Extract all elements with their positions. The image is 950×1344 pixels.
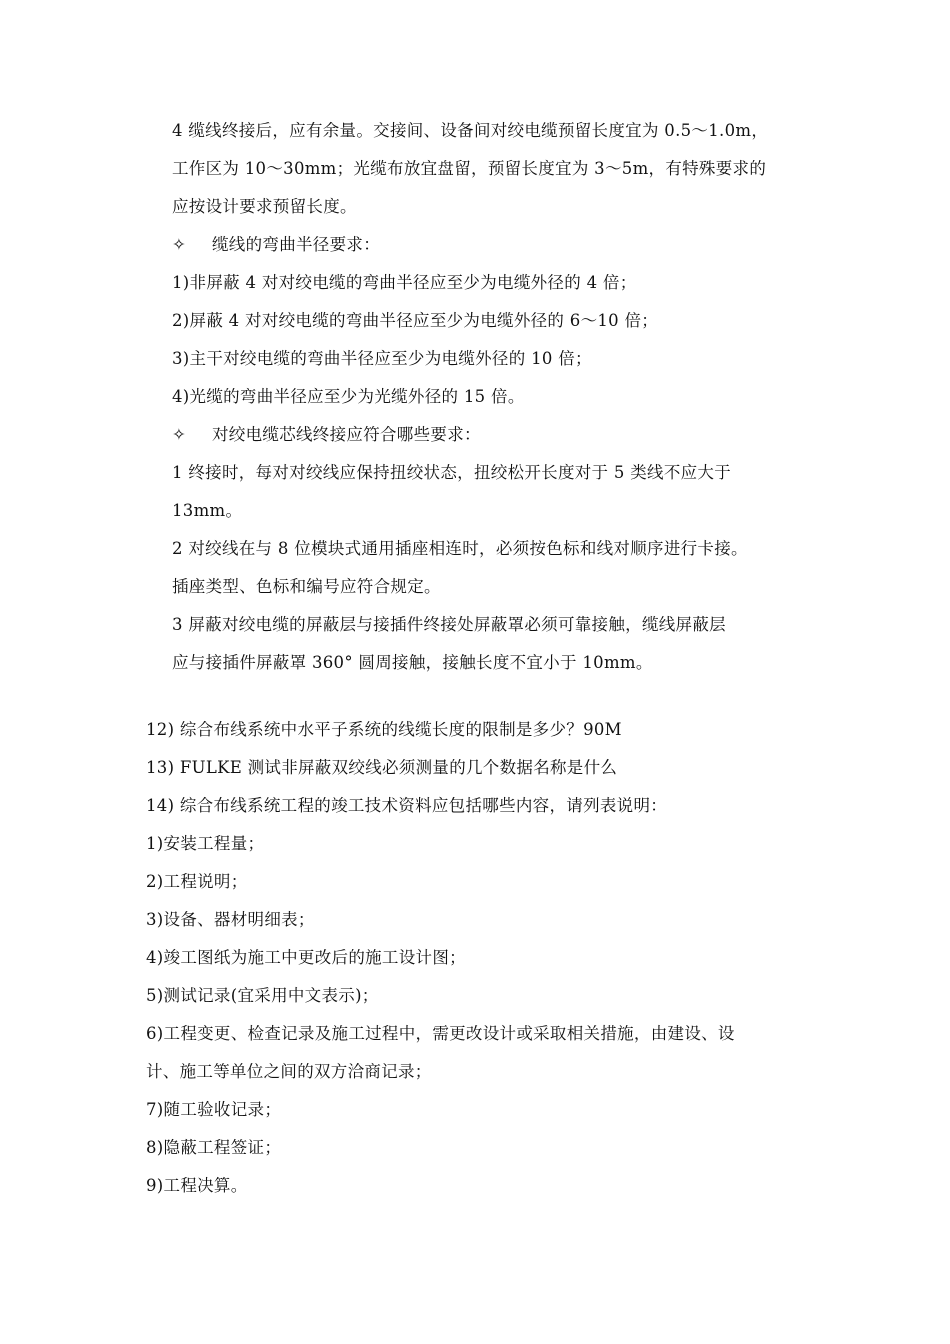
diamond-bullet-icon: ✧ (172, 235, 187, 254)
list-item: 9)工程决算。 (146, 1176, 248, 1195)
list-item: 4)竣工图纸为施工中更改后的施工设计图； (146, 948, 466, 967)
list-item: 1)安装工程量； (146, 834, 265, 853)
list-item: 1)非屏蔽 4 对对绞电缆的弯曲半径应至少为电缆外径的 4 倍； (172, 273, 637, 292)
paragraph-line: 1 终接时，每对对绞线应保持扭绞状态，扭绞松开长度对于 5 类线不应大于 (172, 463, 732, 482)
termination-heading-text: 对绞电缆芯线终接应符合哪些要求： (212, 425, 481, 444)
list-item: 3)设备、器材明细表； (146, 910, 315, 929)
paragraph-line: 插座类型、色标和编号应符合规定。 (172, 577, 441, 596)
paragraph-line: 应与接插件屏蔽罩 360° 圆周接触，接触长度不宜小于 10mm。 (172, 653, 653, 672)
list-item: 5)测试记录(宜采用中文表示)； (146, 986, 379, 1005)
list-item: 3)主干对绞电缆的弯曲半径应至少为电缆外径的 10 倍； (172, 349, 592, 368)
paragraph-line: 4 缆线终接后，应有余量。交接间、设备间对绞电缆预留长度宜为 0.5～1.0m， (172, 121, 769, 140)
termination-heading (172, 424, 481, 446)
list-item: 2)工程说明； (146, 872, 248, 891)
bend-heading-text: 缆线的弯曲半径要求： (212, 235, 380, 254)
paragraph-line: 2 对绞线在与 8 位模块式通用插座相连时，必须按色标和线对顺序进行卡接。 (172, 539, 748, 558)
list-item: 7)随工验收记录； (146, 1100, 282, 1119)
question-12: 12) 综合布线系统中水平子系统的线缆长度的限制是多少？90M (146, 720, 622, 739)
list-item: 计、施工等单位之间的双方洽商记录； (146, 1062, 432, 1081)
paragraph-line: 3 屏蔽对绞电缆的屏蔽层与接插件终接处屏蔽罩必须可靠接触，缆线屏蔽层 (172, 615, 726, 634)
paragraph-line: 工作区为 10～30mm；光缆布放宜盘留，预留长度宜为 3～5m，有特殊要求的 (172, 159, 767, 178)
paragraph-line: 应按设计要求预留长度。 (172, 197, 357, 216)
list-item: 4)光缆的弯曲半径应至少为光缆外径的 15 倍。 (172, 387, 525, 406)
question-14: 14) 综合布线系统工程的竣工技术资料应包括哪些内容，请列表说明： (146, 796, 668, 815)
diamond-bullet-icon: ✧ (172, 425, 187, 444)
list-item: 6)工程变更、检查记录及施工过程中，需更改设计或采取相关措施，由建设、设 (146, 1024, 735, 1043)
list-item: 2)屏蔽 4 对对绞电缆的弯曲半径应至少为电缆外径的 6～10 倍； (172, 311, 659, 330)
paragraph-line: 13mm。 (172, 501, 243, 520)
list-item: 8)隐蔽工程签证； (146, 1138, 282, 1157)
bend-heading (172, 234, 380, 256)
question-13: 13) FULKE 测试非屏蔽双绞线必须测量的几个数据名称是什么 (146, 758, 618, 777)
